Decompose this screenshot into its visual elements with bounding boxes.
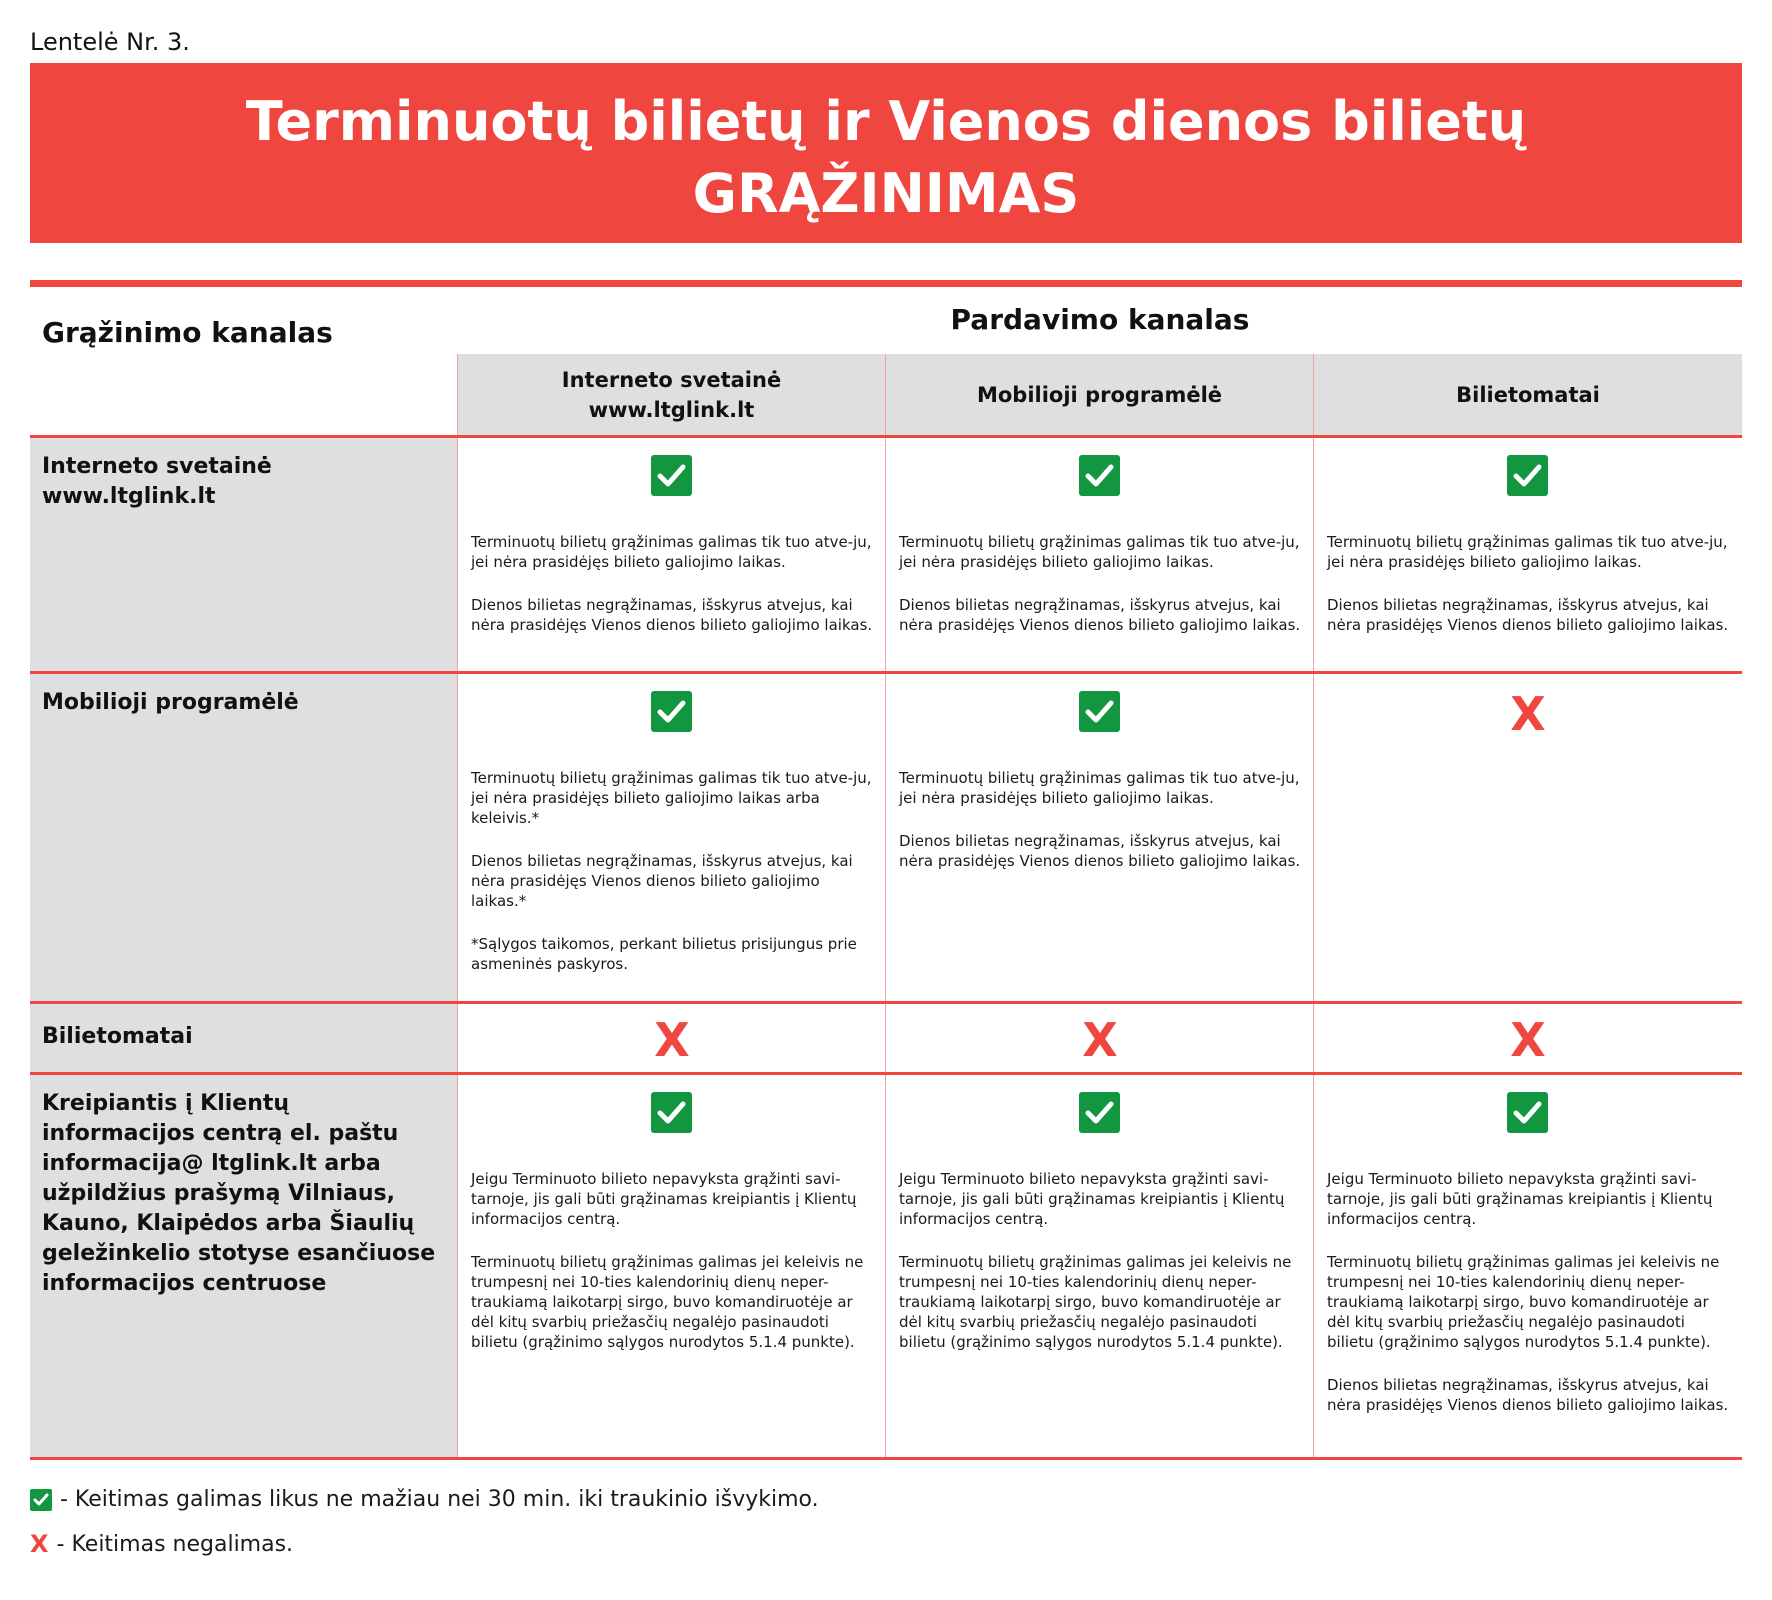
table-cell	[886, 1075, 1313, 1457]
check-icon	[1079, 1092, 1120, 1133]
top-divider	[30, 280, 1742, 287]
x-icon: X	[1510, 687, 1546, 741]
table-cell	[458, 438, 885, 671]
table-cell	[886, 1004, 1313, 1072]
cell-text: Jeigu Terminuoto bilieto nepavyksta grąžinti savi-tarnoje, jis gali būti grąžinamas kreipiantis į Klientų informacijos centrą. Terminuotų bilietų grąžinimas galimas jei keleivis ne trumpesnį nei 10-ties kalendorinių dienų neper-traukiamą laikotarpį sirgo, buvo komandiruotėje ar dėl kitų svarbių priežasčių negalėjo pasinaudoti bilietu (grąžinimo sąlygos nurodytos 5.1.4 punkte). Dienos bilietas negrąžinamas, išskyrus atvejus, kai nėra prasidėjęs Vienos dienos bilieto galiojimo laikas.	[1327, 1170, 1729, 1414]
row-label-mobile-app	[30, 674, 457, 1002]
x-icon: X	[654, 1013, 690, 1067]
cell-text: Jeigu Terminuoto bilieto nepavyksta grąžinti savi-tarnoje, jis gali būti grąžinamas kreipiantis į Klientų informacijos centrą. Terminuotų bilietų grąžinimas galimas jei keleivis ne trumpesnį nei 10-ties kalendorinių dienų neper-traukiamą laikotarpį sirgo, buvo komandiruotėje ar dėl kitų svarbių priežasčių negalėjo pasinaudoti bilietu (grąžinimo sąlygos nurodytos 5.1.4 punkte).	[899, 1170, 1292, 1351]
column-header-line: www.ltglink.lt	[588, 398, 755, 422]
title-line-1: Terminuotų bilietų ir Vienos dienos bilietų	[245, 90, 1527, 153]
row-label-website	[30, 438, 457, 672]
table-cell	[1314, 438, 1741, 671]
x-icon: X	[1510, 1013, 1546, 1067]
table-cell	[458, 1075, 885, 1457]
column-header-line: Bilietomatai	[1456, 383, 1600, 407]
title-banner	[30, 63, 1742, 243]
row-label-text: Mobilioji programėlė	[42, 690, 299, 715]
row-label-text: Interneto svetainė www.ltglink.lt	[42, 454, 272, 509]
cell-text: Terminuotų bilietų grąžinimas galimas tik tuo atve-ju, jei nėra prasidėjęs bilieto galiojimo laikas arba keleivis.* Dienos bilietas negrąžinamas, išskyrus atvejus, kai nėra prasidėjęs Vienos dienos bilieto galiojimo laikas.* *Sąlygos taikomos, perkant bilietus prisijungus prie asmeninės paskyros.	[471, 769, 872, 973]
legend-text: - Keitimas galimas likus ne mažiau nei 30 min. iki traukinio išvykimo.	[60, 1487, 819, 1512]
cell-text: Jeigu Terminuoto bilieto nepavyksta grąžinti savi-tarnoje, jis gali būti grąžinamas kreipiantis į Klientų informacijos centrą. Terminuotų bilietų grąžinimas galimas jei keleivis ne trumpesnį nei 10-ties kalendorinių dienų neper-traukiamą laikotarpį sirgo, buvo komandiruotėje ar dėl kitų svarbių priežasčių negalėjo pasinaudoti bilietu (grąžinimo sąlygos nurodytos 5.1.4 punkte).	[471, 1170, 864, 1351]
check-icon	[1507, 1092, 1548, 1133]
column-header-mobile-app	[886, 354, 1313, 436]
row-label-text: Bilietomatai	[42, 1024, 193, 1049]
check-icon	[1079, 455, 1120, 496]
column-header-ticket-machines	[1314, 354, 1742, 436]
check-icon	[651, 691, 692, 732]
cell-text: Terminuotų bilietų grąžinimas galimas tik tuo atve-ju, jei nėra prasidėjęs bilieto galiojimo laikas. Dienos bilietas negrąžinamas, išskyrus atvejus, kai nėra prasidėjęs Vienos dienos bilieto galiojimo laikas.	[899, 769, 1301, 870]
legend-text: - Keitimas negalimas.	[56, 1531, 294, 1557]
check-icon	[1507, 455, 1548, 496]
sales-channel-title: Pardavimo kanalas	[950, 303, 1250, 336]
legend-not-allowed	[30, 1530, 293, 1558]
table-cell	[458, 674, 885, 1001]
table-caption: Lentelė Nr. 3.	[30, 28, 190, 56]
check-icon	[651, 455, 692, 496]
table-cell	[1314, 1004, 1741, 1072]
x-icon: X	[1082, 1013, 1118, 1067]
table-bottom-border	[30, 1457, 1742, 1460]
legend-allowed	[30, 1487, 819, 1512]
title-line-2: GRĄŽINIMAS	[692, 162, 1080, 225]
row-label-info-centre	[30, 1075, 457, 1458]
column-header-website	[458, 354, 885, 436]
table-cell	[458, 1004, 885, 1072]
cell-text: Terminuotų bilietų grąžinimas galimas tik tuo atve-ju, jei nėra prasidėjęs bilieto galiojimo laikas. Dienos bilietas negrąžinamas, išskyrus atvejus, kai nėra prasidėjęs Vienos dienos bilieto galiojimo laikas.	[899, 533, 1301, 634]
check-icon	[1079, 691, 1120, 732]
row-label-ticket-machines	[30, 1004, 457, 1073]
cell-text: Terminuotų bilietų grąžinimas galimas tik tuo atve-ju, jei nėra prasidėjęs bilieto galiojimo laikas. Dienos bilietas negrąžinamas, išskyrus atvejus, kai nėra prasidėjęs Vienos dienos bilieto galiojimo laikas.	[1327, 533, 1729, 634]
table-cell	[886, 674, 1313, 1001]
column-header-line: Interneto svetainė	[561, 368, 782, 392]
cell-text: Terminuotų bilietų grąžinimas galimas tik tuo atve-ju, jei nėra prasidėjęs bilieto galiojimo laikas. Dienos bilietas negrąžinamas, išskyrus atvejus, kai nėra prasidėjęs Vienos dienos bilieto galiojimo laikas.	[471, 533, 873, 634]
table-cell	[1314, 1075, 1741, 1457]
table-cell	[886, 438, 1313, 671]
x-icon: X	[30, 1530, 49, 1558]
table-cell	[1314, 674, 1741, 1001]
return-channel-title: Grąžinimo kanalas	[42, 316, 333, 349]
row-label-text: Kreipiantis į Klientų informacijos centrą el. paštu informacija@ ltglink.lt arba užpildžius prašymą Vilniaus, Kauno, Klaipėdos arba Šiaulių geležinkelio stotyse esančiuose informacijos centruose	[42, 1091, 436, 1296]
check-icon	[30, 1489, 52, 1511]
check-icon	[651, 1092, 692, 1133]
column-header-line: Mobilioji programėlė	[976, 383, 1223, 407]
